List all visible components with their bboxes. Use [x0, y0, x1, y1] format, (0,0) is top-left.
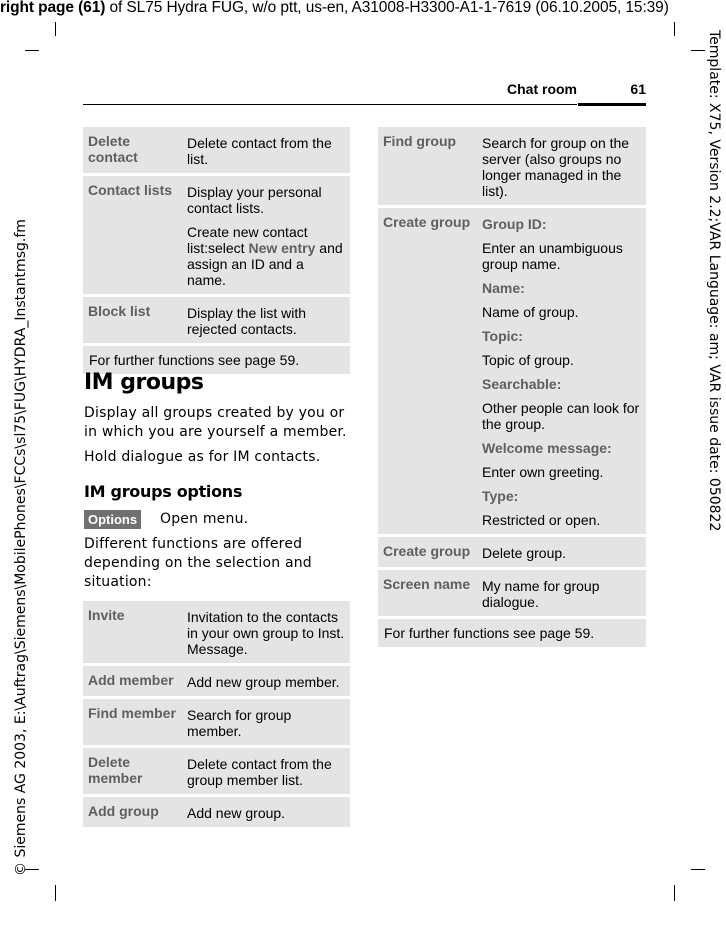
copyright-sidebar: © Siemens AG 2003, E:\Auftrag\Siemens\MobilePhones\FCCs\sl75\FUG\HYDRA_Instantmsg.fm — [13, 219, 29, 876]
function-desc — [182, 176, 350, 294]
body-paragraph: Hold dialogue as for IM contacts. — [84, 449, 321, 465]
menu-term-new-entry: New entry — [248, 240, 316, 256]
table-row — [83, 699, 350, 745]
table-footer-row — [378, 619, 646, 647]
crop-mark — [674, 22, 675, 36]
field-text: Enter an unambiguous group name. — [482, 240, 623, 272]
function-desc: My name for group dialogue. — [477, 570, 646, 616]
function-key: Find group — [378, 127, 477, 205]
field-label: Searchable: — [482, 376, 562, 392]
desc-paragraph — [187, 224, 346, 288]
contacts-function-table — [83, 124, 350, 377]
function-desc: Search for group member. — [182, 699, 350, 745]
table-row — [83, 748, 350, 794]
field-label: Group ID: — [482, 216, 547, 232]
print-page-label: right page (61) — [0, 0, 106, 16]
table-row — [378, 570, 646, 616]
crop-mark — [674, 885, 675, 901]
crop-mark — [691, 50, 705, 51]
crop-mark — [55, 22, 56, 36]
group-functions-table — [378, 124, 646, 650]
crop-mark — [691, 869, 705, 870]
function-key: Block list — [83, 297, 182, 343]
softkey-description: Open menu. — [160, 511, 249, 527]
section-heading: IM groups — [84, 370, 204, 395]
function-desc: Search for group on the server (also groups no longer managed in the list). — [477, 127, 646, 205]
body-paragraph: Display all groups created by you or in which you are yourself a member. — [84, 405, 347, 440]
function-key: Create group — [378, 208, 477, 534]
function-key: Contact lists — [83, 176, 182, 294]
crop-mark — [55, 885, 56, 901]
function-desc: Display the list with rejected contacts. — [182, 297, 350, 343]
template-sidebar: Template: X75, Version 2.2;VAR Language: am; VAR issue date: 050822 — [706, 30, 722, 532]
function-desc: Delete contact from the list. — [182, 127, 350, 173]
table-row — [378, 127, 646, 205]
running-head — [480, 80, 646, 100]
field-text: Enter own greeting. — [482, 464, 604, 480]
page-number: 61 — [630, 81, 646, 97]
field-label: Type: — [482, 488, 519, 504]
desc-text: and assign an ID and a name. — [187, 240, 343, 288]
function-key: Add group — [83, 797, 182, 827]
page-number-rule — [578, 103, 646, 106]
function-desc: Invitation to the contacts in your own group to Inst. Message. — [182, 601, 350, 663]
table-row — [83, 127, 350, 173]
crop-mark — [25, 50, 39, 51]
field-label: Name: — [482, 280, 525, 296]
function-key: Delete member — [83, 748, 182, 794]
function-key: Create group — [378, 537, 477, 567]
field-label: Topic: — [482, 328, 523, 344]
table-row — [83, 297, 350, 343]
table-row — [83, 176, 350, 294]
function-key: Invite — [83, 601, 182, 663]
field-text: Topic of group. — [482, 352, 574, 368]
function-key: Delete contact — [83, 127, 182, 173]
group-options-table — [83, 598, 350, 830]
field-label: Welcome message: — [482, 440, 612, 456]
function-desc: Delete group. — [477, 537, 646, 567]
table-row — [83, 797, 350, 827]
print-header-info: of SL75 Hydra FUG, w/o ptt, us-en, A31008-H3300-A1-1-7619 (06.10.2005, 15:39) — [105, 0, 669, 16]
further-functions-note: For further functions see page 59. — [378, 619, 646, 647]
section-title: Chat room — [507, 81, 577, 97]
subsection-heading: IM groups options — [84, 482, 243, 501]
function-desc — [477, 208, 646, 534]
function-desc: Add new group. — [182, 797, 350, 827]
table-row — [83, 601, 350, 663]
field-text: Other people can look for the group. — [482, 400, 640, 432]
function-desc: Add new group member. — [182, 666, 350, 696]
function-desc: Delete contact from the group member list. — [182, 748, 350, 794]
function-key: Add member — [83, 666, 182, 696]
options-softkey: Options — [84, 510, 141, 529]
table-row — [378, 537, 646, 567]
header-rule — [83, 104, 577, 105]
desc-paragraph: Display your personal contact lists. — [187, 184, 322, 216]
field-text: Restricted or open. — [482, 512, 601, 528]
body-paragraph: Different functions are offered depending on the selection and situation: — [84, 536, 312, 590]
function-key: Find member — [83, 699, 182, 745]
table-row — [378, 208, 646, 534]
function-key: Screen name — [378, 570, 477, 616]
desc-text: Create new contact list:select — [187, 224, 308, 256]
table-row — [83, 666, 350, 696]
field-text: Name of group. — [482, 304, 579, 320]
print-header — [0, 0, 726, 22]
further-functions-note: For further functions see page 59. — [83, 346, 350, 374]
